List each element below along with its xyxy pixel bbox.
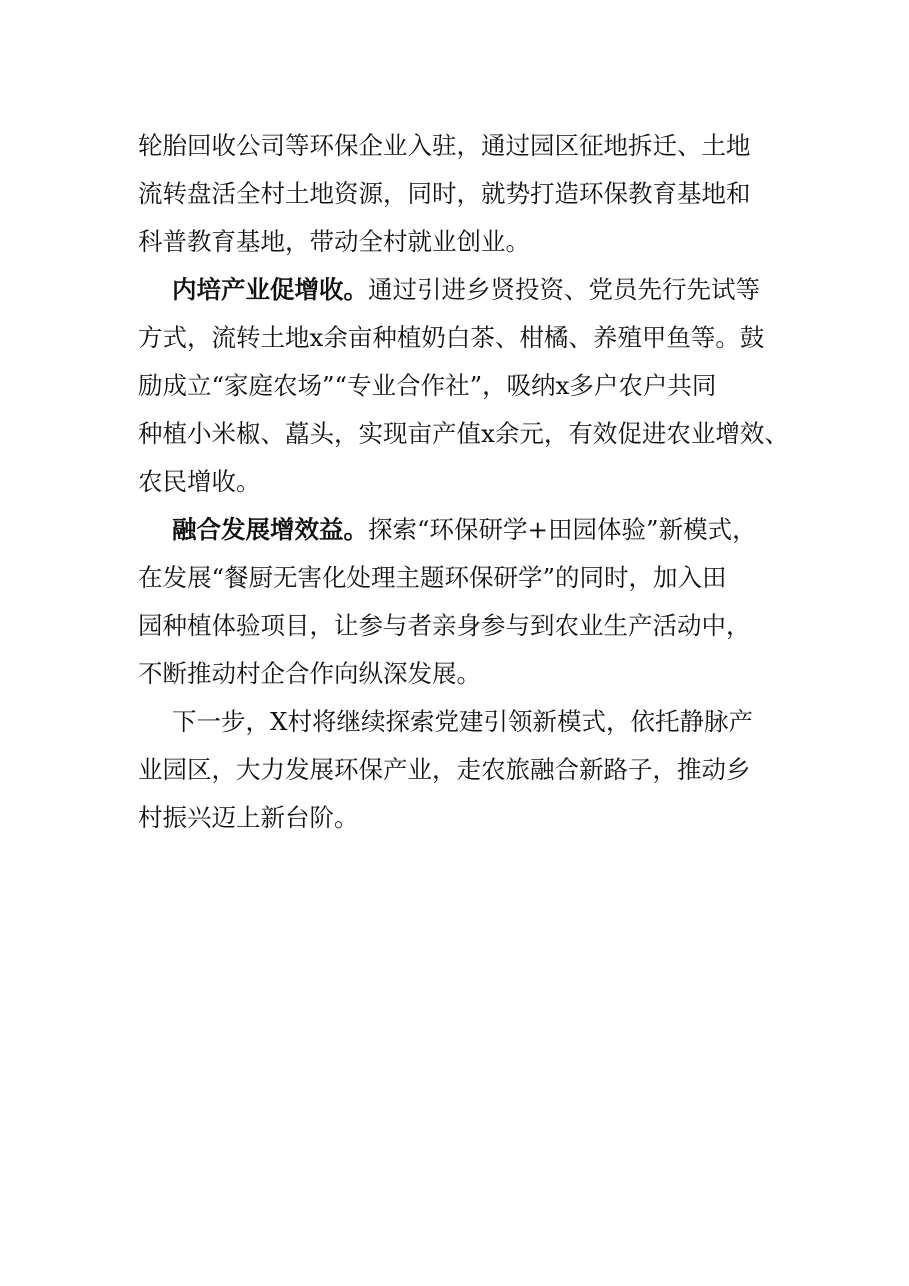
text-line: 轮胎回收公司等环保企业入驻，通过园区征地拆迁、土地 [138, 131, 751, 160]
text-line: 种植小米椒、藠头，实现亩产值x余元，有效促进农业增效、 [138, 419, 789, 448]
paragraph-4 [138, 698, 788, 842]
text-line: 科普教育基地，带动全村就业创业。 [138, 227, 530, 256]
text-line-rest: 通过引进乡贤投资、党员先行先试等 [368, 275, 760, 304]
text-line: 村振兴迈上新台阶。 [138, 803, 359, 832]
text-line: 不断推动村企合作向纵深发展。 [138, 659, 481, 688]
text-line-rest: 探索“环保研学+田园体验”新模式， [368, 515, 757, 544]
text-line: 在发展“餐厨无害化处理主题环保研学”的同时，加入田 [138, 563, 727, 592]
text-line: 方式，流转土地x余亩种植奶白茶、柑橘、养殖甲鱼等。鼓 [138, 323, 765, 352]
text-line: 励成立“家庭农场”“专业合作社”，吸纳x多户农户共同 [138, 371, 717, 400]
text-line: 业园区，大力发展环保产业，走农旅融合新路子，推动乡 [138, 755, 751, 784]
text-line-first [138, 266, 788, 314]
paragraph-2 [138, 266, 788, 506]
paragraph-lead-heading: 融合发展增效益。 [172, 515, 368, 544]
paragraph-1 [138, 122, 788, 266]
text-line-first [138, 506, 788, 554]
text-line: 下一步，X村将继续探索党建引领新模式，依托静脉产 [172, 707, 753, 736]
text-line: 农民增收。 [138, 467, 261, 496]
text-line: 园种植体验项目，让参与者亲身参与到农业生产活动中， [138, 611, 751, 640]
paragraph-lead-heading: 内培产业促增收。 [172, 275, 368, 304]
paragraph-3 [138, 506, 788, 698]
text-line: 流转盘活全村土地资源，同时，就势打造环保教育基地和 [138, 179, 751, 208]
body-text [138, 122, 788, 842]
